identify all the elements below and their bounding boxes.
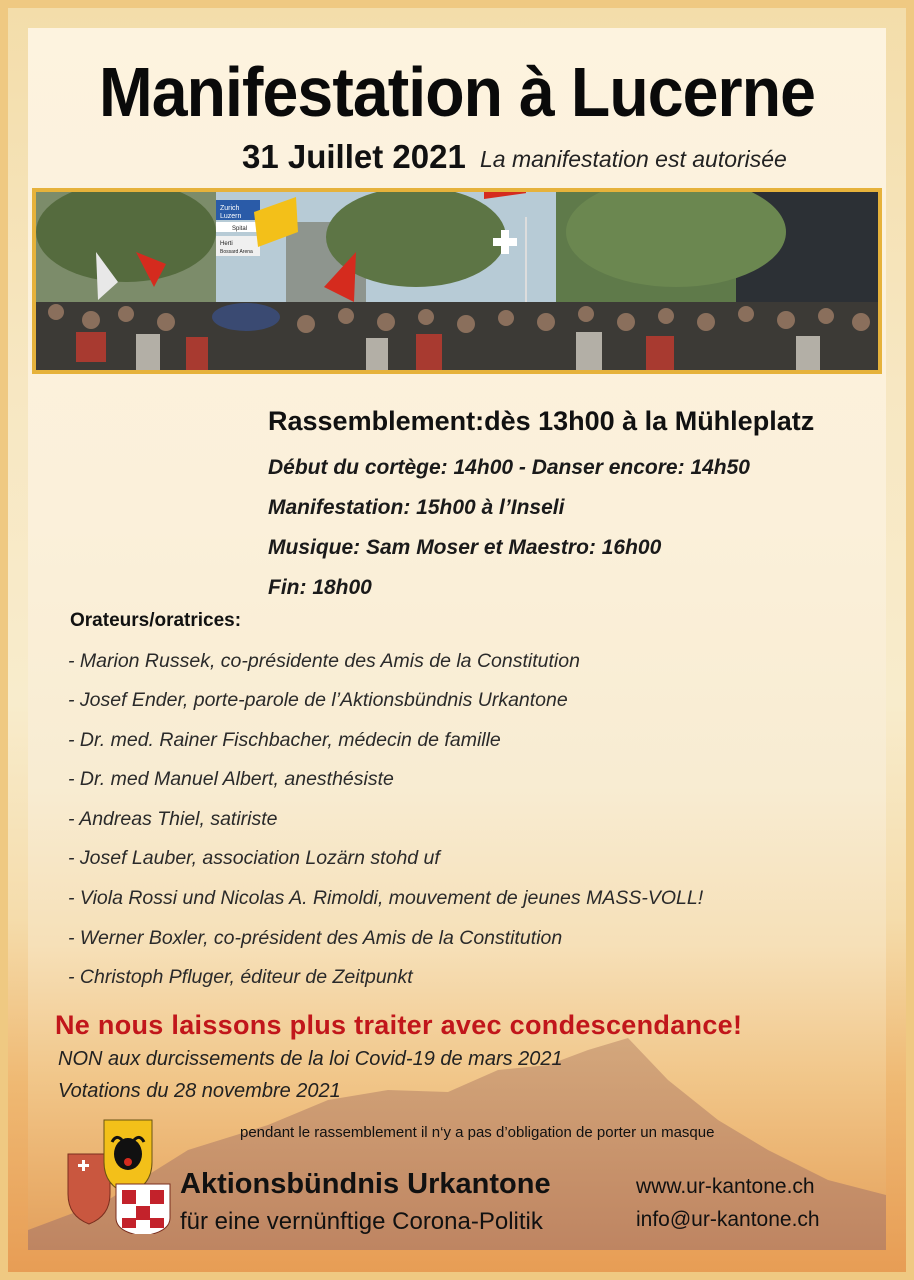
crowd-photo-illustration [36,192,878,370]
sign-herti: Herti [220,241,233,247]
speaker-item: - Dr. med Manuel Albert, anesthésiste [68,768,394,790]
speaker-item: - Josef Lauber, association Lozärn stohd uf [68,847,440,869]
page-title: Manifestation à Lucerne [98,53,816,131]
speaker-item: - Josef Ender, porte-parole de l’Aktionsbündnis Urkantone [68,689,568,711]
referendum-line: NON aux durcissements de la loi Covid-19 de mars 2021 [58,1048,563,1070]
speaker-item: - Marion Russek, co-présidente des Amis de la Constitution [68,650,580,672]
speaker-item: - Christoph Pfluger, éditeur de Zeitpunkt [68,966,413,988]
speaker-item: - Dr. med. Rainer Fischbacher, médecin de famille [68,729,501,751]
sign-spital: Spital [232,226,248,232]
speaker-item: - Werner Boxler, co-président des Amis de la Constitution [68,927,563,949]
organization-name: Aktionsbündnis Urkantone [180,1168,551,1200]
slogan: Ne nous laissons plus traiter avec condescendance! [55,1010,743,1040]
schedule-line: Fin: 18h00 [268,576,372,599]
speakers-heading: Orateurs/oratrices: [70,610,242,631]
sign-arena: Bossard Arena [220,249,253,255]
sign-luzern: Luzern [220,213,242,220]
sign-zurich: Zurich [220,205,240,212]
mask-note: pendant le rassemblement il n‘y a pas d’obligation de porter un masque [240,1124,715,1141]
gathering-info: Rassemblement:dès 13h00 à la Mühleplatz [268,406,815,436]
canton-crests-icon [66,1118,182,1234]
event-date: 31 Juillet 2021 [242,138,466,175]
authorization-note: La manifestation est autorisée [480,146,787,172]
crowd-photo [32,188,882,374]
schedule-line: Début du cortège: 14h00 - Danser encore: 14h50 [268,456,750,479]
vote-date-line: Votations du 28 novembre 2021 [58,1080,341,1102]
schedule-line: Manifestation: 15h00 à l’Inseli [268,496,565,519]
email-link[interactable]: info@ur-kantone.ch [636,1208,820,1231]
speaker-item: - Andreas Thiel, satiriste [68,808,278,830]
schedule-line: Musique: Sam Moser et Maestro: 16h00 [268,536,662,559]
organization-tagline: für eine vernünftige Corona-Politik [180,1208,543,1235]
poster [28,28,886,1250]
speaker-item: - Viola Rossi und Nicolas A. Rimoldi, mouvement de jeunes MASS-VOLL! [68,887,704,909]
website-link[interactable]: www.ur-kantone.ch [636,1175,815,1198]
